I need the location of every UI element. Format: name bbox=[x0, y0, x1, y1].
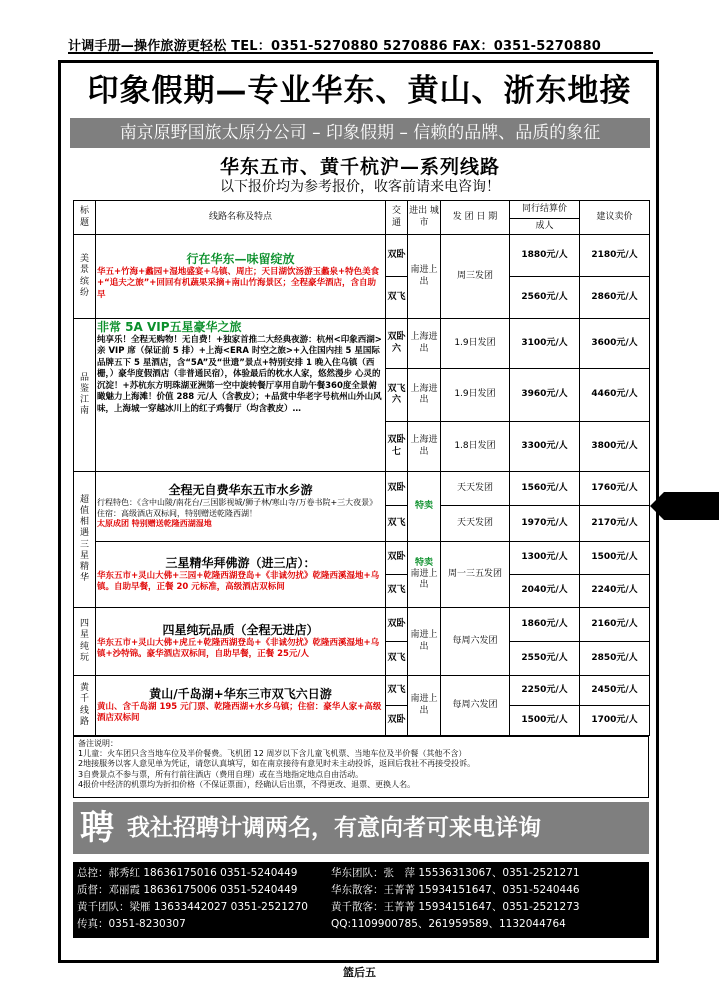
transport-mode: 双飞 bbox=[386, 676, 408, 706]
header-contact-line: 计调手册—操作旅游更轻松 TEL：0351-5270880 5270886 FAX：0351-5270880 bbox=[68, 39, 601, 54]
header-category: 标 题 bbox=[74, 201, 96, 235]
peer-price: 1860元/人 bbox=[510, 608, 580, 642]
peer-price: 3100元/人 bbox=[510, 319, 580, 369]
route-end: 太原成团 特别赠送乾隆西湖湿地 bbox=[97, 519, 212, 529]
departure-date: 周一三五发团 bbox=[441, 542, 510, 608]
retail-price: 1500元/人 bbox=[580, 542, 650, 575]
header-transport: 交 通 bbox=[386, 201, 408, 235]
peer-price: 2550元/人 bbox=[510, 642, 580, 676]
departure-date: 每周六发团 bbox=[441, 676, 510, 736]
route-cell bbox=[96, 542, 386, 608]
contact-entry: 总控：郝秀红 18636175016 0351-5240449 bbox=[77, 867, 298, 879]
header-retail: 建议卖价 bbox=[580, 201, 650, 235]
recruit-banner bbox=[73, 802, 649, 854]
company-banner: 南京原野国旅太原分公司 – 印象假期 – 信赖的品牌、品质的象征 bbox=[70, 118, 650, 148]
retail-price: 2850元/人 bbox=[580, 642, 650, 676]
route-cell bbox=[96, 235, 386, 319]
transport-mode: 双卧 bbox=[386, 542, 408, 575]
departure-date: 1.9日发团 bbox=[441, 319, 510, 369]
route-price-table bbox=[73, 200, 650, 736]
route-description: 华东五市+灵山大佛+虎丘+乾隆西湖登岛+《非诚勿扰》乾隆西溪湿地+乌镇+沙特锦。豪华酒店双标间，自助早餐，正餐 25元/人 bbox=[97, 637, 380, 659]
contact-entry: QQ:1109900785、261959589、1132044764 bbox=[331, 918, 566, 930]
transport-mode: 双飞六 bbox=[386, 369, 408, 422]
departure-date: 每周六发团 bbox=[441, 608, 510, 676]
route-hotel: 住宿：高级酒店双标间，特别赠送乾隆西湖！ bbox=[97, 508, 257, 518]
entry-exit-city-text: 南进上出 bbox=[410, 568, 438, 591]
route-title bbox=[97, 556, 384, 571]
page-header bbox=[68, 32, 653, 54]
retail-price: 2170元/人 bbox=[580, 506, 650, 542]
category-label: 品 鉴 江 南 bbox=[74, 319, 96, 472]
series-title: 华东五市、黄千杭沪—系列线路 bbox=[219, 156, 500, 178]
entry-exit-city bbox=[408, 542, 441, 608]
header-peer-price: 同行结算价 bbox=[510, 201, 580, 219]
peer-price: 3300元/人 bbox=[510, 422, 580, 472]
transport-mode: 双飞 bbox=[386, 506, 408, 542]
route-description: 华东五市+灵山大佛+三园+乾隆西湖登岛+《非诚勿扰》乾隆西溪湿地+乌镇。自助早餐，正餐 20 元标准，高级酒店双标间 bbox=[97, 570, 380, 592]
special-offer: 特卖 bbox=[414, 557, 433, 568]
transport-mode: 双卧七 bbox=[386, 422, 408, 472]
recruit-text: 我社招聘计调两名，有意向者可来电详询 bbox=[127, 815, 541, 841]
route-title: 四星纯玩品质（全程无进店） bbox=[162, 622, 319, 637]
category-label: 黄 千 线 路 bbox=[74, 676, 96, 736]
remarks-line: 4报价中经济的机票均为折扣价格（不保证票面），经确认后出票，不得更改、退票、更换人名。 bbox=[78, 779, 416, 789]
route-title: 黄山/千岛湖+华东三市双飞六日游 bbox=[149, 686, 332, 701]
peer-price: 1560元/人 bbox=[510, 472, 580, 506]
departure-date: 1.9日发团 bbox=[441, 369, 510, 422]
transport-mode: 双卧 bbox=[386, 608, 408, 642]
route-title: 全程无自费华东五市水乡游 bbox=[168, 483, 313, 498]
transport-mode: 双飞 bbox=[386, 642, 408, 676]
route-description: 华五+竹海+蠡园+湿地盛宴+乌镇、周庄；天目湖饮汤游玉蠡泉+特色美食+“追夫之旅”+回回有机蔬果采摘+南山竹海景区；全程豪华酒店，含自助早 bbox=[97, 266, 380, 300]
retail-price: 4460元/人 bbox=[580, 369, 650, 422]
header-city: 进出 城市 bbox=[408, 201, 441, 235]
category-label: 四 星 纯 玩 bbox=[74, 608, 96, 676]
arrow-left-icon bbox=[664, 492, 719, 520]
transport-mode: 双卧六 bbox=[386, 319, 408, 369]
transport-mode: 双飞 bbox=[386, 277, 408, 319]
departure-date: 天天发团 bbox=[441, 472, 510, 506]
retail-price: 2240元/人 bbox=[580, 575, 650, 608]
contact-entry: 黄千团队：梁雁 13633442027 0351-2521270 bbox=[77, 901, 308, 913]
peer-price: 1500元/人 bbox=[510, 706, 580, 736]
page-label: 篮后五 bbox=[343, 966, 376, 979]
route-title: 行在华东—味留绽放 bbox=[186, 251, 295, 266]
contact-entry: 黄千散客：王菁菁 15934151647、0351-2521273 bbox=[331, 901, 580, 913]
entry-exit-city: 上海进出 bbox=[408, 369, 441, 422]
contact-entry: 传真：0351-8230307 bbox=[77, 918, 186, 930]
retail-price: 2860元/人 bbox=[580, 277, 650, 319]
peer-price: 1970元/人 bbox=[510, 506, 580, 542]
route-cell bbox=[96, 319, 386, 472]
peer-price: 2040元/人 bbox=[510, 575, 580, 608]
header-adult: 成人 bbox=[510, 219, 580, 235]
transport-mode: 双卧 bbox=[386, 706, 408, 736]
departure-date: 1.8日发团 bbox=[441, 422, 510, 472]
entry-exit-city: 上海进出 bbox=[408, 319, 441, 369]
remarks-line: 3自费景点不参与票，所有行前往酒店（费用自理）或在当地指定地点自由活动。 bbox=[78, 769, 364, 779]
departure-date: 天天发团 bbox=[441, 506, 510, 542]
remarks-box bbox=[73, 736, 649, 798]
contact-entry: 质督：邓丽霞 18636175006 0351-5240449 bbox=[77, 884, 298, 896]
remarks-line: 2地接服务以客人意见单为凭证，请您认真填写，如在南京接待有意见时未主动投诉，返回后我社不再接受投诉。 bbox=[78, 759, 476, 769]
peer-price: 2560元/人 bbox=[510, 277, 580, 319]
departure-date: 周三发团 bbox=[441, 235, 510, 319]
route-title-text: 三星精华拜佛游（进三店）： bbox=[165, 555, 316, 570]
route-cell bbox=[96, 608, 386, 676]
entry-exit-city: 上海进出 bbox=[408, 422, 441, 472]
route-feature: 行程特色：《含中山陵/南花台/三国影视城/狮子林/寒山寺/万卷书院+三大夜景》 bbox=[97, 498, 378, 508]
category-label: 超 值 相 遇 三 星 精 华 bbox=[74, 472, 96, 608]
peer-price: 3960元/人 bbox=[510, 369, 580, 422]
retail-price: 2450元/人 bbox=[580, 676, 650, 706]
retail-price: 2180元/人 bbox=[580, 235, 650, 277]
peer-price: 1300元/人 bbox=[510, 542, 580, 575]
transport-mode: 双卧 bbox=[386, 235, 408, 277]
peer-price: 2250元/人 bbox=[510, 676, 580, 706]
transport-mode: 双飞 bbox=[386, 575, 408, 608]
contact-entry: 华东团队：张 萍 15536313067、0351-2521271 bbox=[331, 867, 580, 879]
entry-exit-city: 南进上出 bbox=[408, 235, 441, 319]
route-description: 纯享乐！全程无购物！无自费！+独家首推二大经典夜游：杭州<印象西湖>亲 VIP 席（保证前 5 排）+上海<ERA 时空之旅>+入住国内挂 5 星国际品牌五下 5 星酒店，含“5A”及“世遗”景点+特别安排 1 晚入住乌镇（西栅，）豪华度假酒店（非普通民宿），体验最后的枕水人家，悠然漫步 心灵的沉淀！+苏杭东方明珠湖亚洲第一空中旋转餐厅享用自助午餐360度全景俯瞰魅力上海滩！价值 288 元/人（含教皮）；+品赏中华老字号杭州山外山风味，上海城一穿越冰川上的红子鸡餐厅（均含教皮）… bbox=[97, 335, 382, 414]
brand-title: 印象假期—专业华东、黄山、浙东地接 bbox=[87, 73, 632, 109]
retail-price: 1760元/人 bbox=[580, 472, 650, 506]
retail-price: 3600元/人 bbox=[580, 319, 650, 369]
recruit-icon: 聘 bbox=[80, 808, 114, 848]
price-note: 以下报价均为参考报价，收客前请来电咨询！ bbox=[220, 179, 500, 195]
contacts-block bbox=[73, 862, 649, 938]
retail-price: 3800元/人 bbox=[580, 422, 650, 472]
entry-exit-city: 南进上出 bbox=[408, 676, 441, 736]
retail-price: 1700元/人 bbox=[580, 706, 650, 736]
header-departure: 发 团 日 期 bbox=[441, 201, 510, 235]
route-description: 黄山、含千岛湖 195 元门票、乾隆西湖+水乡乌镇；住宿：豪华人家+高级酒店双标间 bbox=[97, 701, 382, 723]
contact-entry: 华东散客：王菁菁 15934151647、0351-5240446 bbox=[331, 884, 580, 896]
peer-price: 1880元/人 bbox=[510, 235, 580, 277]
remarks-title: 备注说明： bbox=[78, 739, 118, 748]
retail-price: 2160元/人 bbox=[580, 608, 650, 642]
category-label: 美 景 缤 纷 bbox=[74, 235, 96, 319]
transport-mode: 双卧 bbox=[386, 472, 408, 506]
route-cell bbox=[96, 472, 386, 542]
entry-exit-city: 南进上出 bbox=[408, 608, 441, 676]
special-offer: 特卖 bbox=[408, 472, 441, 542]
remarks-line: 1儿童：火车团只含当地车位及半价餐费。飞机团 12 周岁以下含儿童飞机票、当地车位及半价餐（其他不含） bbox=[78, 749, 467, 759]
route-title: 非常 5A VIP五星豪华之旅 bbox=[97, 320, 242, 334]
header-route: 线路名称及特点 bbox=[96, 201, 386, 235]
route-cell bbox=[96, 676, 386, 736]
